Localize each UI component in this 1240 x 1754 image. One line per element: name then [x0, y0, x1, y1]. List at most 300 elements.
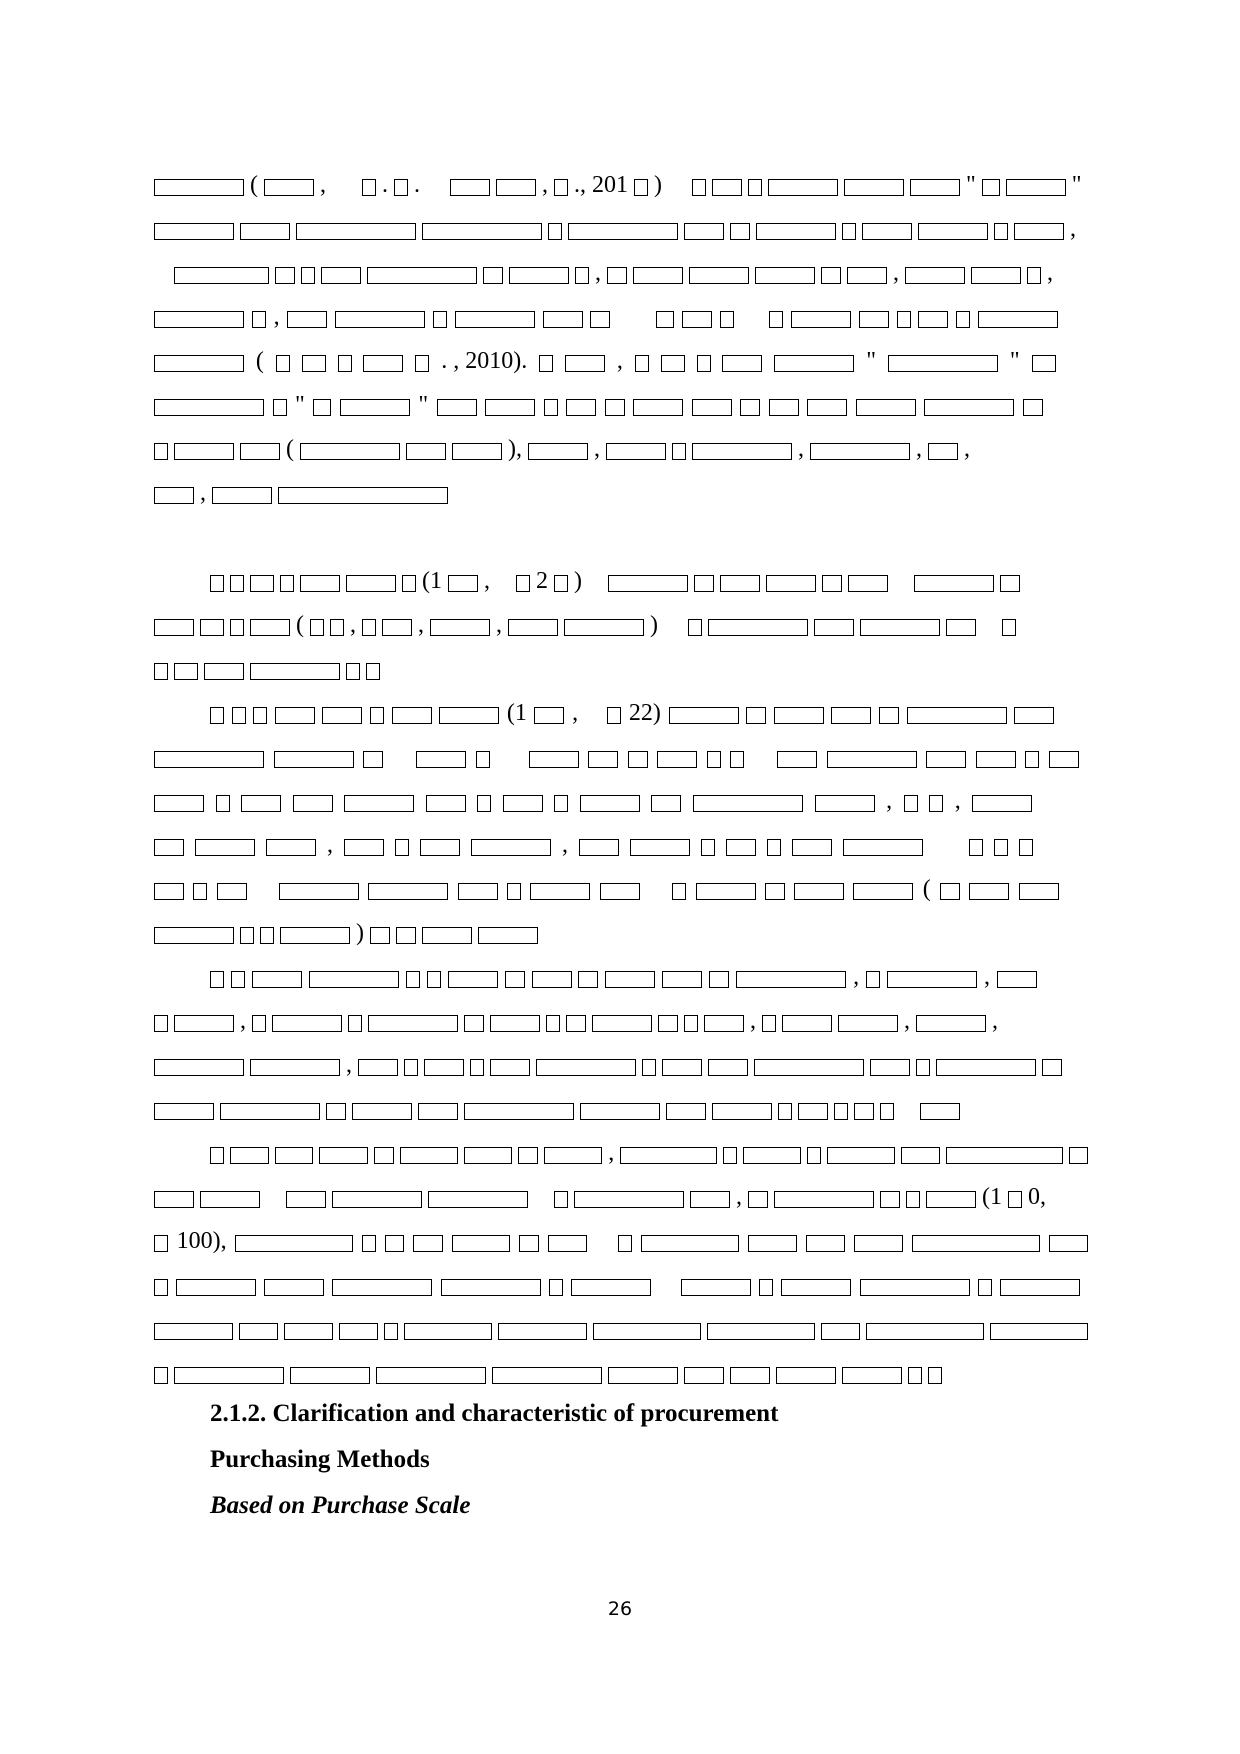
missing-glyph: [897, 311, 911, 328]
missing-glyph: [853, 883, 913, 900]
missing-glyph: [309, 971, 399, 988]
text-fragment: . , 2010).: [441, 348, 528, 374]
missing-glyph: [765, 883, 785, 900]
missing-glyph: [684, 223, 724, 240]
text-fragment: ,: [346, 1052, 352, 1078]
missing-glyph: [210, 575, 224, 592]
missing-glyph: [736, 971, 846, 988]
missing-glyph: [694, 575, 714, 592]
missing-glyph: [740, 399, 760, 416]
missing-glyph: [448, 575, 478, 592]
missing-glyph: [406, 443, 446, 460]
missing-glyph: [240, 223, 290, 240]
missing-glyph: [994, 839, 1008, 856]
missing-glyph: [363, 751, 383, 768]
missing-glyph: [415, 355, 429, 372]
missing-glyph: [154, 839, 184, 856]
text-line: [154, 210, 1088, 246]
missing-glyph: [774, 707, 824, 724]
missing-glyph: [854, 1235, 903, 1252]
missing-glyph: [193, 883, 207, 900]
text-fragment: ,: [736, 1184, 742, 1210]
missing-glyph: [322, 707, 362, 724]
missing-glyph: [274, 751, 354, 768]
missing-glyph: [578, 971, 598, 988]
missing-glyph: [704, 1015, 744, 1032]
missing-glyph: [575, 267, 589, 284]
missing-glyph: [382, 619, 412, 636]
page-number: 26: [607, 1598, 633, 1620]
missing-glyph: [608, 1367, 678, 1384]
missing-glyph: [879, 707, 899, 724]
missing-glyph: [366, 663, 380, 680]
missing-glyph: [1049, 1235, 1088, 1252]
missing-glyph: [253, 707, 267, 724]
missing-glyph: [712, 1103, 772, 1120]
missing-glyph: [946, 1147, 1063, 1164]
missing-glyph: [1014, 707, 1054, 724]
missing-glyph: [154, 311, 244, 328]
missing-glyph: [815, 795, 875, 812]
missing-glyph: [275, 267, 295, 284]
text-fragment: ,: [200, 480, 206, 506]
missing-glyph: [534, 707, 564, 724]
missing-glyph: [920, 1103, 960, 1120]
missing-glyph: [1025, 751, 1039, 768]
text-fragment: ,: [320, 172, 326, 198]
text-fragment: (: [922, 876, 931, 902]
missing-glyph: [807, 399, 847, 416]
missing-glyph: [507, 883, 521, 900]
text-fragment: ,: [542, 172, 548, 198]
missing-glyph: [972, 795, 1032, 812]
missing-glyph: [821, 267, 841, 284]
missing-glyph: [154, 1015, 168, 1032]
missing-glyph: [426, 795, 466, 812]
missing-glyph: [697, 355, 711, 372]
missing-glyph: [633, 399, 683, 416]
missing-glyph: [730, 223, 750, 240]
missing-glyph: [368, 883, 448, 900]
missing-glyph: [708, 1059, 748, 1076]
text-fragment: ,: [350, 612, 356, 638]
missing-glyph: [230, 575, 244, 592]
missing-glyph: [929, 795, 943, 812]
missing-glyph: [592, 1015, 652, 1032]
text-line: [154, 1222, 1088, 1258]
missing-glyph: [241, 795, 281, 812]
missing-glyph: [827, 1147, 895, 1164]
missing-glyph: [806, 1235, 845, 1252]
missing-glyph: [956, 311, 970, 328]
missing-glyph: [362, 1235, 376, 1252]
missing-glyph: [220, 1103, 320, 1120]
missing-glyph: [936, 1059, 1036, 1076]
missing-glyph: [971, 267, 1021, 284]
missing-glyph: [807, 1147, 821, 1164]
missing-glyph: [348, 1015, 362, 1032]
missing-glyph: [273, 399, 287, 416]
missing-glyph: [870, 1059, 910, 1076]
text-line: [154, 254, 1088, 290]
missing-glyph: [684, 1015, 698, 1032]
text-line: [154, 298, 1088, 334]
missing-glyph: [854, 1103, 874, 1120]
missing-glyph: [530, 883, 590, 900]
text-fragment: ): [574, 568, 582, 594]
missing-glyph: [319, 1147, 368, 1164]
missing-glyph: [458, 883, 498, 900]
missing-glyph: [478, 927, 538, 944]
text-fragment: (1: [422, 568, 442, 594]
missing-glyph: [856, 399, 916, 416]
missing-glyph: [827, 751, 917, 768]
missing-glyph: [580, 1103, 660, 1120]
text-fragment: ,: [904, 1008, 910, 1034]
missing-glyph: [605, 399, 625, 416]
missing-glyph: [860, 619, 940, 636]
missing-glyph: [776, 1367, 836, 1384]
missing-glyph: [1019, 883, 1059, 900]
missing-glyph: [692, 399, 732, 416]
missing-glyph: [662, 1059, 702, 1076]
missing-glyph: [692, 443, 792, 460]
missing-glyph: [154, 1103, 214, 1120]
missing-glyph: [404, 1059, 418, 1076]
text-fragment: ": [1071, 172, 1082, 198]
missing-glyph: [580, 795, 640, 812]
text-fragment: ,: [594, 436, 600, 462]
missing-glyph: [848, 575, 888, 592]
missing-glyph: [908, 1367, 922, 1384]
missing-glyph: [275, 707, 315, 724]
missing-glyph: [682, 311, 712, 328]
missing-glyph: [690, 1191, 730, 1208]
missing-glyph: [362, 619, 376, 636]
text-fragment: ,: [273, 304, 280, 330]
missing-glyph: [754, 1059, 864, 1076]
missing-glyph: [536, 1059, 636, 1076]
missing-glyph: [769, 399, 799, 416]
text-fragment: ): [356, 920, 364, 946]
text-fragment: ., 201: [574, 172, 628, 198]
text-fragment: ,: [240, 1008, 246, 1034]
missing-glyph: [661, 355, 685, 372]
missing-glyph: [275, 1147, 314, 1164]
missing-glyph: [296, 223, 416, 240]
missing-glyph: [978, 311, 1058, 328]
missing-glyph: [1069, 1147, 1088, 1164]
missing-glyph: [666, 1103, 706, 1120]
missing-glyph: [1049, 751, 1079, 768]
missing-glyph: [286, 1191, 326, 1208]
missing-glyph: [546, 1015, 560, 1032]
missing-glyph: [439, 707, 499, 724]
missing-glyph: [907, 707, 1007, 724]
missing-glyph: [620, 1147, 717, 1164]
missing-glyph: [762, 1015, 776, 1032]
missing-glyph: [516, 575, 530, 592]
missing-glyph: [904, 795, 918, 812]
text-fragment: ,: [418, 612, 424, 638]
missing-glyph: [266, 839, 316, 856]
missing-glyph: [363, 355, 403, 372]
missing-glyph: [428, 1191, 528, 1208]
missing-glyph: [174, 663, 198, 680]
missing-glyph: [529, 751, 579, 768]
missing-glyph: [321, 267, 361, 284]
missing-glyph: [367, 267, 477, 284]
missing-glyph: [250, 575, 274, 592]
text-fragment: 2: [536, 568, 548, 594]
missing-glyph: [154, 1367, 168, 1384]
missing-glyph: [720, 311, 734, 328]
missing-glyph: [994, 223, 1008, 240]
missing-glyph: [464, 1015, 484, 1032]
text-fragment: (: [255, 348, 264, 374]
missing-glyph: [822, 575, 842, 592]
missing-glyph: [216, 795, 230, 812]
missing-glyph: [154, 1235, 168, 1252]
missing-glyph: [437, 399, 477, 416]
missing-glyph: [588, 751, 618, 768]
missing-glyph: [231, 971, 245, 988]
text-fragment: ): [650, 612, 658, 638]
missing-glyph: [607, 267, 627, 284]
missing-glyph: [918, 223, 988, 240]
missing-glyph: [606, 443, 666, 460]
missing-glyph: [174, 267, 269, 284]
missing-glyph: [310, 619, 324, 636]
missing-glyph: [154, 487, 194, 504]
text-fragment: ,: [608, 1140, 615, 1166]
missing-glyph: [455, 311, 535, 328]
text-line: [154, 606, 1088, 642]
text-fragment: ,: [572, 700, 579, 726]
missing-glyph: [217, 883, 247, 900]
missing-glyph: [452, 443, 502, 460]
missing-glyph: [300, 575, 340, 592]
missing-glyph: [554, 795, 568, 812]
missing-glyph: [154, 751, 264, 768]
missing-glyph: [339, 1323, 378, 1340]
missing-glyph: [154, 1191, 194, 1208]
text-fragment: ,: [1047, 260, 1053, 286]
missing-glyph: [1002, 619, 1016, 636]
missing-glyph: [302, 355, 326, 372]
missing-glyph: [418, 1103, 458, 1120]
missing-glyph: [539, 355, 553, 372]
missing-glyph: [394, 179, 408, 196]
missing-glyph: [154, 663, 168, 680]
text-fragment: ,: [916, 436, 922, 462]
missing-glyph: [276, 355, 290, 372]
missing-glyph: [564, 619, 644, 636]
missing-glyph: [782, 1015, 832, 1032]
text-fragment: (1: [982, 1184, 1002, 1210]
missing-glyph: [834, 1103, 848, 1120]
missing-glyph: [831, 707, 871, 724]
missing-glyph: [859, 311, 889, 328]
missing-glyph: [483, 267, 503, 284]
missing-glyph: [887, 971, 977, 988]
text-fragment: 0,: [1028, 1184, 1046, 1210]
missing-glyph: [842, 1367, 902, 1384]
text-fragment: ),: [508, 436, 522, 462]
missing-glyph: [838, 1015, 898, 1032]
missing-glyph: [232, 707, 246, 724]
missing-glyph: [571, 1279, 651, 1296]
missing-glyph: [370, 707, 384, 724]
missing-glyph: [906, 1191, 920, 1208]
missing-glyph: [672, 883, 686, 900]
missing-glyph: [568, 223, 678, 240]
missing-glyph: [154, 619, 194, 636]
missing-glyph: [476, 751, 490, 768]
missing-glyph: [748, 1191, 768, 1208]
missing-glyph: [300, 443, 400, 460]
text-fragment: (: [296, 612, 304, 638]
missing-glyph: [433, 311, 447, 328]
missing-glyph: [684, 1367, 724, 1384]
text-line: [154, 914, 1088, 950]
missing-glyph: [549, 1279, 563, 1296]
text-fragment: ": [866, 348, 877, 374]
missing-glyph: [946, 619, 976, 636]
missing-glyph: [287, 311, 327, 328]
missing-glyph: [656, 311, 674, 328]
text-line: [210, 958, 1088, 994]
missing-glyph: [910, 179, 960, 196]
missing-glyph: [990, 1323, 1088, 1340]
text-fragment: ,: [595, 260, 601, 286]
missing-glyph: [330, 619, 344, 636]
missing-glyph: [926, 751, 966, 768]
text-line: [154, 1046, 1088, 1082]
missing-glyph: [174, 1367, 284, 1384]
missing-glyph: [264, 179, 314, 196]
text-fragment: (: [286, 436, 294, 462]
missing-glyph: [1019, 839, 1033, 856]
missing-glyph: [593, 1323, 701, 1340]
missing-glyph: [154, 223, 234, 240]
text-fragment: ,: [327, 832, 333, 858]
missing-glyph: [669, 707, 739, 724]
missing-glyph: [422, 927, 472, 944]
missing-glyph: [618, 1235, 632, 1252]
missing-glyph: [634, 179, 648, 196]
missing-glyph: [210, 971, 224, 988]
missing-glyph: [723, 1147, 737, 1164]
missing-glyph: [997, 971, 1037, 988]
missing-glyph: [508, 619, 558, 636]
missing-glyph: [862, 223, 912, 240]
missing-glyph: [689, 267, 749, 284]
missing-glyph: [1008, 1191, 1022, 1208]
missing-glyph: [916, 1015, 986, 1032]
missing-glyph: [605, 971, 655, 988]
text-fragment: ,: [893, 260, 899, 286]
missing-glyph: [280, 927, 350, 944]
text-line: [154, 1002, 1088, 1038]
missing-glyph: [396, 927, 416, 944]
missing-glyph: [600, 883, 640, 900]
text-fragment: (: [250, 172, 258, 198]
text-line: [154, 1354, 1088, 1390]
missing-glyph: [284, 1323, 333, 1340]
missing-glyph: [352, 1103, 412, 1120]
text-fragment: ,: [983, 964, 990, 990]
missing-glyph: [195, 839, 255, 856]
missing-glyph: [726, 839, 756, 856]
missing-glyph: [239, 1323, 278, 1340]
text-line: [154, 826, 1088, 862]
missing-glyph: [176, 1279, 256, 1296]
missing-glyph: [701, 839, 715, 856]
missing-glyph: [693, 795, 803, 812]
missing-glyph: [485, 399, 535, 416]
missing-glyph: [792, 839, 832, 856]
missing-glyph: [901, 1147, 940, 1164]
missing-glyph: [404, 1323, 492, 1340]
missing-glyph: [496, 179, 536, 196]
text-line: [210, 562, 1088, 598]
missing-glyph: [528, 443, 588, 460]
missing-glyph: [200, 619, 224, 636]
missing-glyph: [1042, 1059, 1062, 1076]
missing-glyph: [252, 311, 266, 328]
text-fragment: ,: [496, 612, 502, 638]
section-heading: 2.1.2. Clarification and characteristic of procurement: [210, 1400, 779, 1427]
subsection-heading: Purchasing Methods: [210, 1446, 430, 1473]
text-fragment: ,: [886, 788, 893, 814]
missing-glyph: [554, 1191, 568, 1208]
missing-glyph: [272, 1015, 342, 1032]
missing-glyph: [978, 1279, 992, 1296]
missing-glyph: [641, 1235, 739, 1252]
text-line: [154, 738, 1088, 774]
text-line: [154, 474, 1088, 510]
missing-glyph: [279, 883, 359, 900]
missing-glyph: [1023, 399, 1043, 416]
missing-glyph: [798, 1103, 828, 1120]
missing-glyph: [635, 355, 649, 372]
missing-glyph: [712, 179, 742, 196]
missing-glyph: [452, 1235, 511, 1252]
missing-glyph: [374, 1147, 393, 1164]
missing-glyph: [430, 619, 490, 636]
missing-glyph: [518, 1147, 537, 1164]
missing-glyph: [264, 1279, 324, 1296]
missing-glyph: [707, 1323, 815, 1340]
missing-glyph: [607, 707, 621, 724]
missing-glyph: [791, 311, 851, 328]
missing-glyph: [928, 1367, 942, 1384]
subsubsection-heading: Based on Purchase Scale: [210, 1492, 471, 1519]
missing-glyph: [498, 1323, 586, 1340]
text-line: [154, 430, 1088, 466]
text-line: [154, 870, 1088, 906]
missing-glyph: [662, 971, 702, 988]
missing-glyph: [756, 223, 836, 240]
missing-glyph: [743, 1147, 801, 1164]
missing-glyph: [240, 443, 280, 460]
missing-glyph: [332, 1279, 432, 1296]
missing-glyph: [566, 399, 596, 416]
missing-glyph: [1014, 223, 1064, 240]
missing-glyph: [260, 927, 274, 944]
missing-glyph: [358, 1059, 398, 1076]
